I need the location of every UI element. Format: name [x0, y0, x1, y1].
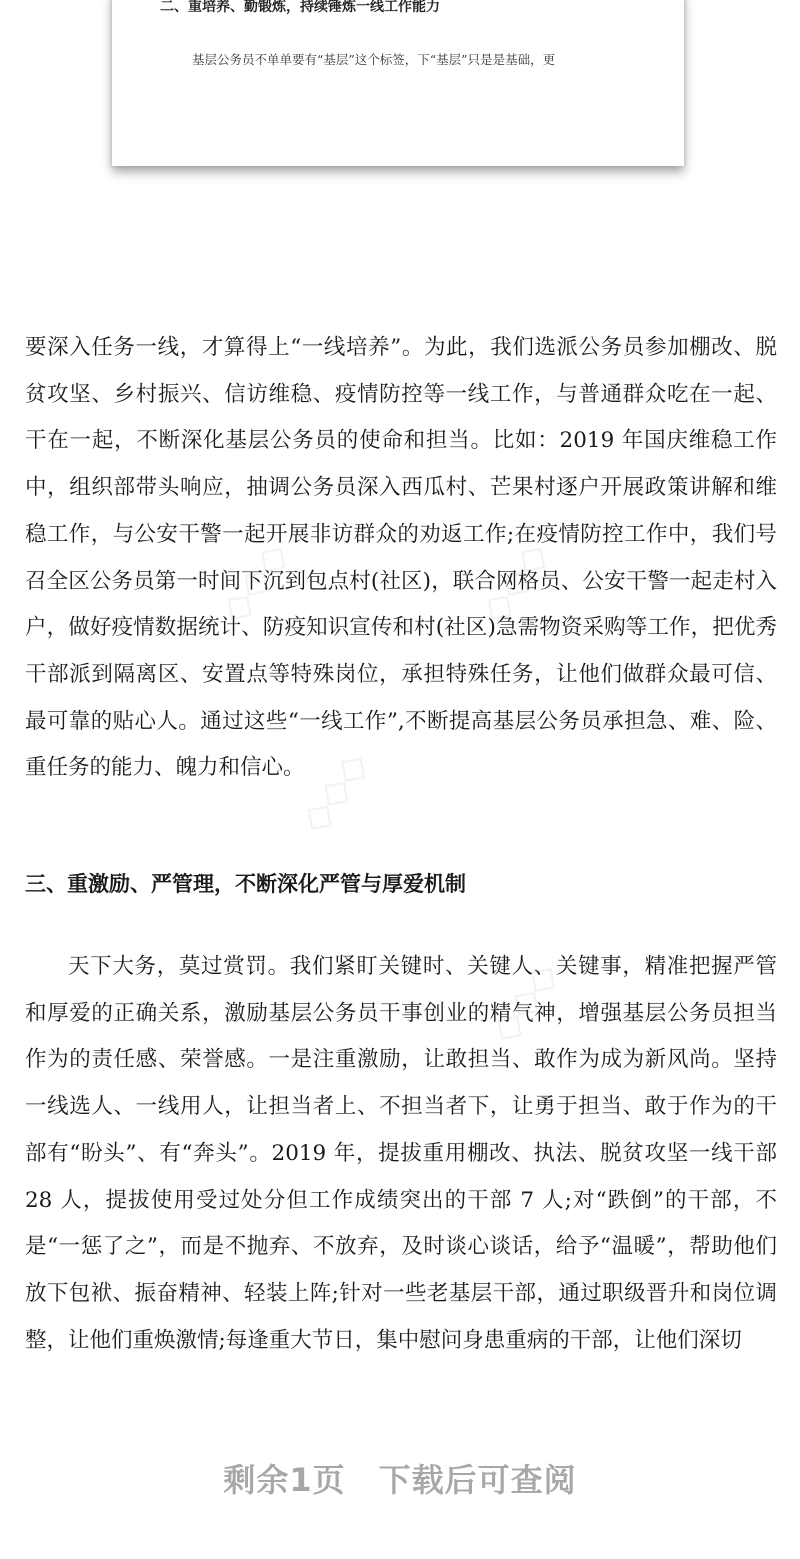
watermark-mark: ◇◇◇	[470, 533, 558, 631]
continued-paragraph: 要深入任务一线，才算得上“一线培养”。为此，我们选派公务员参加棚改、脱贫攻坚、乡村振兴、信访维稳、疫情防控等一线工作，与普通群众吃在一起、干在一起，不断深化基层公务员的使命和担当。比如：2019 年国庆维稳工作中，组织部带头响应，抽调公务员深入西瓜村、芒果村逐户开展政策讲解和维稳工作，与公安干警一起开展非访群众的劝返工作;在疫情防控工作中，我们号召全区公务员第一时间下沉到包点村(社区)，联合网格员、公安干警一起走村入户，做好疫情数据统计、防疫知识宣传和村(社区)急需物资采购等工作，把优秀干部派到隔离区、安置点等特殊岗位，承担特殊任务，让他们做群众最可信、最可靠的贴心人。通过这些“一线工作”,不断提高基层公务员承担急、难、险、重任务的能力、魄力和信心。	[25, 335, 777, 781]
section-three-heading: 三、重激励、严管理，不断深化严管与厚爱机制	[25, 872, 466, 896]
watermark-mark: ◇◇◇	[210, 533, 298, 631]
card-section-heading: 二、重培养、勤锻炼，持续锤炼一线工作能力	[160, 0, 440, 15]
download-prompt-button[interactable]: 剩余1页 下载后可查阅	[223, 1461, 577, 1499]
watermark-mark: ◇◇◇	[290, 743, 378, 841]
watermark-mark: ◇◇◇	[480, 953, 568, 1051]
card-paragraph-text: 基层公务员不单单要有“基层”这个标签，下“基层”只是是基础，更	[192, 52, 556, 67]
section-three-paragraph: 天下大务，莫过赏罚。我们紧盯关键时、关键人、关键事，精准把握严管和厚爱的正确关系，激励基层公务员干事创业的精气神，增强基层公务员担当作为的责任感、荣誉感。一是注重激励，让敢担当、敢作为成为新风尚。坚持一线选人、一线用人，让担当者上、不担当者下，让勇于担当、敢于作为的干部有“盼头”、有“奔头”。2019 年，提拔重用棚改、执法、脱贫攻坚一线干部 28 人，提拔使用受过处分但工作成绩突出的干部 7 人;对“跌倒”的干部，不是“一惩了之”，而是不抛弃、不放弃，及时谈心谈话，给予“温暖”，帮助他们放下包袱、振奋精神、轻装上阵;针对一些老基层干部，通过职级晋升和岗位调整，让他们重焕激情;每逢重大节日，集中慰问身患重病的干部，让他们深切	[25, 954, 777, 1353]
preview-page-card	[112, 0, 684, 166]
